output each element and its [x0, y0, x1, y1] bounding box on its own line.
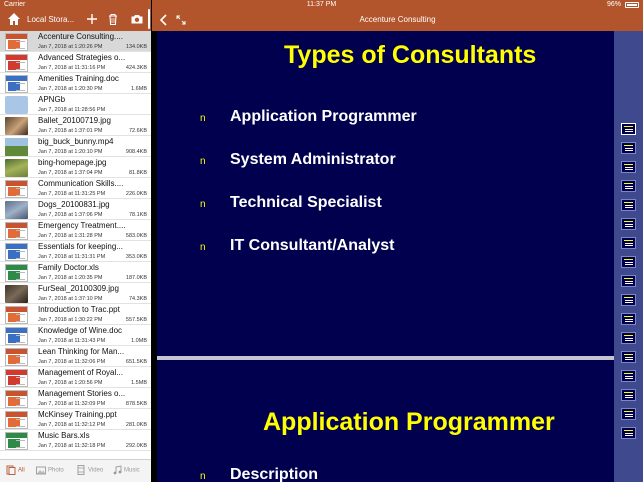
- slide-thumbnail[interactable]: [621, 180, 636, 192]
- battery-icon: [625, 2, 639, 8]
- file-name: Introduction to Trac.ppt: [38, 305, 120, 314]
- file-name: Advanced Strategies o...: [38, 53, 126, 62]
- file-name: bing-homepage.jpg: [38, 158, 107, 167]
- file-row[interactable]: [0, 220, 151, 241]
- file-row[interactable]: [0, 199, 151, 220]
- slide-2-title: Application Programmer: [263, 408, 555, 436]
- file-size: 1.6MB: [131, 86, 147, 92]
- file-row[interactable]: [0, 304, 151, 325]
- file-row[interactable]: [0, 94, 151, 115]
- slide-thumbnail[interactable]: [621, 408, 636, 420]
- photo-thumbnail: [5, 285, 28, 303]
- slide-thumbnail[interactable]: [621, 427, 636, 439]
- file-date: Jan 7, 2018 at 1:37:10 PM: [38, 296, 103, 302]
- file-name: Emergency Treatment....: [38, 221, 126, 230]
- word-file-icon: [5, 243, 28, 261]
- tab-all[interactable]: [6, 465, 25, 479]
- file-size: 292.0KB: [125, 443, 147, 449]
- tab-photo[interactable]: [36, 465, 64, 479]
- file-name: big_buck_bunny.mp4: [38, 137, 114, 146]
- file-name: Dogs_20100831.jpg: [38, 200, 110, 209]
- slide-thumbnail[interactable]: [621, 389, 636, 401]
- file-name: Essentials for keeping...: [38, 242, 123, 251]
- file-date: Jan 7, 2018 at 1:31:28 PM: [38, 233, 103, 239]
- file-date: Jan 7, 2018 at 11:28:56 PM: [38, 107, 106, 113]
- file-name: Ballet_20100719.jpg: [38, 116, 111, 125]
- status-bar: [0, 0, 643, 10]
- file-size: 81.8KB: [128, 170, 147, 176]
- slide-thumbnail[interactable]: [621, 237, 636, 249]
- file-size: 134.0KB: [125, 44, 147, 50]
- slide-thumbnail[interactable]: [621, 370, 636, 382]
- file-size: 583.0KB: [125, 233, 147, 239]
- excel-file-icon: [5, 432, 28, 450]
- slide-thumbnail[interactable]: [621, 161, 636, 173]
- ppt-file-icon: [5, 33, 28, 51]
- file-row[interactable]: [0, 409, 151, 430]
- file-name: McKinsey Training.ppt: [38, 410, 117, 419]
- slide-1-bullet: IT Consultant/Analyst: [230, 237, 395, 254]
- file-row[interactable]: [0, 115, 151, 136]
- file-date: Jan 7, 2018 at 1:20:35 PM: [38, 275, 103, 281]
- file-name: Communication Skills....: [38, 179, 124, 188]
- photo-thumbnail: [5, 159, 28, 177]
- photo-icon: [36, 465, 46, 475]
- file-name: APNGb: [38, 95, 66, 104]
- media-filter-tabs: [0, 459, 151, 482]
- file-row[interactable]: [0, 388, 151, 409]
- file-size: 78.1KB: [128, 212, 147, 218]
- tab-video[interactable]: [76, 465, 103, 479]
- file-row[interactable]: [0, 283, 151, 304]
- video-thumbnail: [5, 138, 28, 156]
- ppt-file-icon: [5, 306, 28, 324]
- file-row[interactable]: [0, 325, 151, 346]
- file-size: 187.0KB: [125, 275, 147, 281]
- file-name: Knowledge of Wine.doc: [38, 326, 123, 335]
- file-size: 878.5KB: [125, 401, 147, 407]
- excel-file-icon: [5, 264, 28, 282]
- ppt-file-icon: [5, 180, 28, 198]
- ppt-file-icon: [5, 390, 28, 408]
- tab-photo-label: Photo: [48, 467, 64, 474]
- file-name: FurSeal_20100309.jpg: [38, 284, 119, 293]
- file-name: Lean Thinking for Man...: [38, 347, 125, 356]
- music-note-icon: [112, 465, 122, 475]
- file-row[interactable]: [0, 367, 151, 388]
- file-name: Amenities Training.doc: [38, 74, 119, 83]
- trash-icon[interactable]: [106, 12, 120, 26]
- file-date: Jan 7, 2018 at 11:32:12 PM: [38, 422, 106, 428]
- slide-thumbnail[interactable]: [621, 142, 636, 154]
- file-date: Jan 7, 2018 at 1:20:56 PM: [38, 380, 103, 386]
- word-file-icon: [5, 327, 28, 345]
- slide-thumbnail[interactable]: [621, 218, 636, 230]
- tab-video-label: Video: [88, 467, 104, 474]
- file-size: 353.0KB: [125, 254, 147, 260]
- clock: 11:37 PM: [306, 1, 337, 8]
- file-name: Music Bars.xls: [38, 431, 90, 440]
- file-date: Jan 7, 2018 at 1:20:26 PM: [38, 44, 103, 50]
- file-name: Family Doctor.xls: [38, 263, 99, 272]
- slide-thumbnail[interactable]: [621, 199, 636, 211]
- carrier-label: Carrier: [4, 1, 26, 8]
- file-size: 72.6KB: [128, 128, 147, 134]
- file-row[interactable]: [0, 346, 151, 367]
- slide-thumbnail[interactable]: [621, 351, 636, 363]
- slide-thumbnail[interactable]: [621, 123, 636, 135]
- file-row[interactable]: [0, 31, 151, 52]
- slide-1-title: Types of Consultants: [284, 41, 537, 69]
- slide-thumbnail[interactable]: [621, 313, 636, 325]
- file-date: Jan 7, 2018 at 11:31:25 PM: [38, 191, 106, 197]
- slide-1-bullet-marker: n: [200, 242, 206, 253]
- folder-icon: [5, 96, 28, 114]
- file-row[interactable]: [0, 73, 151, 94]
- slide-canvas[interactable]: [157, 31, 614, 482]
- file-row[interactable]: [0, 157, 151, 178]
- slide-thumbnail-strip: [614, 31, 643, 482]
- file-date: Jan 7, 2018 at 11:32:06 PM: [38, 359, 106, 365]
- file-row[interactable]: [0, 241, 151, 262]
- film-icon: [76, 465, 86, 475]
- slide-separator: [157, 356, 614, 360]
- file-date: Jan 7, 2018 at 1:20:10 PM: [38, 149, 103, 155]
- ppt-file-icon: [5, 222, 28, 240]
- slide-thumbnail[interactable]: [621, 294, 636, 306]
- file-size: 1.5MB: [131, 380, 147, 386]
- file-date: Jan 7, 2018 at 1:37:04 PM: [38, 170, 103, 176]
- slide-2-bullet: Description: [230, 466, 319, 482]
- file-list: [0, 31, 151, 459]
- slide-1-bullet-marker: n: [200, 199, 206, 210]
- file-row[interactable]: [0, 178, 151, 199]
- file-date: Jan 7, 2018 at 11:31:31 PM: [38, 254, 106, 260]
- document-viewer: [152, 0, 643, 482]
- slide-thumbnail[interactable]: [621, 332, 636, 344]
- file-name: Management of Royal...: [38, 368, 123, 377]
- file-sidebar: [0, 0, 151, 482]
- file-date: Jan 7, 2018 at 1:37:01 PM: [38, 128, 103, 134]
- photo-thumbnail: [5, 117, 28, 135]
- file-row[interactable]: [0, 430, 151, 451]
- file-size: 226.0KB: [125, 191, 147, 197]
- file-date: Jan 7, 2018 at 11:31:16 PM: [38, 65, 106, 71]
- slide-1-bullet-marker: n: [200, 156, 206, 167]
- plus-icon[interactable]: [85, 12, 99, 26]
- battery-percent: 96%: [606, 1, 621, 8]
- document-title: Accenture Consulting: [359, 15, 436, 24]
- file-date: Jan 7, 2018 at 11:31:43 PM: [38, 338, 106, 344]
- slide-1-bullet: Application Programmer: [230, 108, 417, 125]
- slide-thumbnail[interactable]: [621, 275, 636, 287]
- file-name: Accenture Consulting....: [38, 32, 123, 41]
- file-size: 1.0MB: [131, 338, 147, 344]
- tab-music[interactable]: [112, 465, 140, 479]
- file-row[interactable]: [0, 262, 151, 283]
- file-size: 281.0KB: [125, 422, 147, 428]
- file-size: 74.3KB: [128, 296, 147, 302]
- word-file-icon: [5, 75, 28, 93]
- file-date: Jan 7, 2018 at 1:20:30 PM: [38, 86, 103, 92]
- documents-icon: [6, 465, 16, 475]
- file-date: Jan 7, 2018 at 1:37:06 PM: [38, 212, 103, 218]
- tab-all-label: All: [18, 467, 25, 474]
- ppt-file-icon: [5, 411, 28, 429]
- tab-music-label: Music: [124, 467, 140, 474]
- split-view-handle[interactable]: [148, 9, 150, 29]
- storage-location-title[interactable]: Local Stora...: [27, 15, 75, 24]
- home-icon[interactable]: [7, 12, 21, 26]
- file-date: Jan 7, 2018 at 11:32:09 PM: [38, 401, 106, 407]
- slide-1-bullet-marker: n: [200, 113, 206, 124]
- slide-1-bullet: Technical Specialist: [230, 194, 382, 211]
- file-date: Jan 7, 2018 at 1:30:22 PM: [38, 317, 103, 323]
- slide-2-bullet-marker: n: [200, 471, 206, 482]
- file-row[interactable]: [0, 136, 151, 157]
- file-name: Management Stories o...: [38, 389, 126, 398]
- photo-thumbnail: [5, 201, 28, 219]
- pdf-file-icon: [5, 369, 28, 387]
- file-size: 908.4KB: [125, 149, 147, 155]
- file-size: 557.5KB: [125, 317, 147, 323]
- file-date: Jan 7, 2018 at 11:32:18 PM: [38, 443, 106, 449]
- pdf-file-icon: [5, 54, 28, 72]
- file-size: 424.3KB: [125, 65, 147, 71]
- file-size: 651.5KB: [125, 359, 147, 365]
- slide-1-bullet: System Administrator: [230, 151, 396, 168]
- file-row[interactable]: [0, 52, 151, 73]
- slide-thumbnail[interactable]: [621, 256, 636, 268]
- ppt-file-icon: [5, 348, 28, 366]
- camera-icon[interactable]: [130, 12, 144, 26]
